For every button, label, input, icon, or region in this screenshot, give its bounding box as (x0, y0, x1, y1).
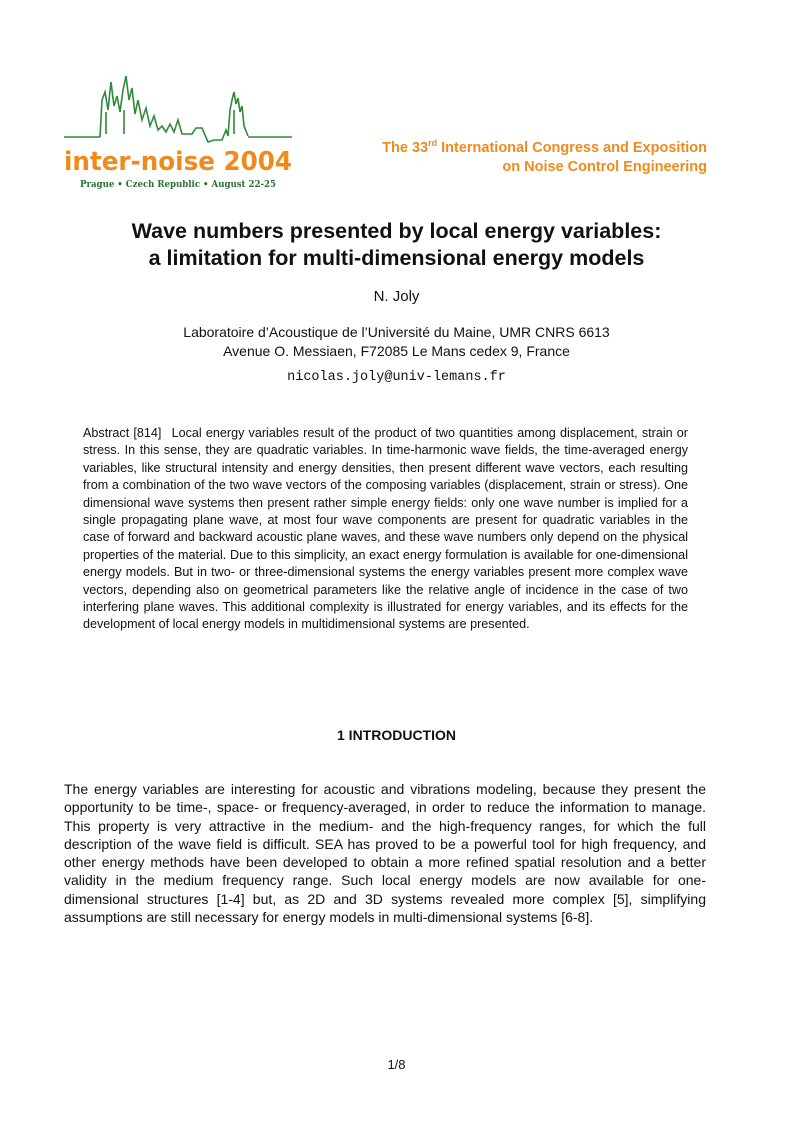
author-name: N. Joly (373, 288, 420, 305)
affiliation (0, 323, 793, 361)
abstract-label: Abstract [814] (83, 426, 162, 440)
congress-line-1 (382, 139, 707, 158)
affiliation-line-2: Avenue O. Messiaen, F72085 Le Mans cedex 9, France (223, 343, 570, 359)
congress-header (382, 139, 707, 177)
paper-title-line-2: a limitation for multi-dimensional energy models (148, 246, 645, 270)
prague-skyline-graphic (64, 76, 292, 142)
paper-title-line-1: Wave numbers presented by local energy variables: (131, 219, 662, 243)
author-email: nicolas.joly@univ-lemans.fr (287, 370, 506, 385)
congress-ordinal: rd (428, 138, 438, 148)
section-heading-introduction: 1 INTRODUCTION (337, 727, 456, 743)
introduction-paragraph: The energy variables are interesting for acoustic and vibrations modeling, because they present the opportunity to be time-, space- or frequency-averaged, in order to reduce the information to manage. This property is very attractive in the medium- and the high-frequency ranges, for which the full description of the wave field is difficult. SEA has proved to be a powerful tool for high frequency, and other energy methods have been developed to obtain a more refined spatial resolution and a better validity in the medium frequency range. Such local energy models are now available for one-dimensional structures [1-4] but, as 2D and 3D systems revealed more complex [5], simplifying assumptions are still necessary for energy models in multi-dimensional systems [6-8]. (64, 781, 706, 926)
paper-title (0, 218, 793, 272)
logo-tagline: Prague • Czech Republic • August 22-25 (80, 180, 276, 190)
congress-line-2: on Noise Control Engineering (502, 159, 707, 175)
congress-number: The 33 (382, 140, 429, 156)
affiliation-line-1: Laboratoire d’Acoustique de l’Université du Maine, UMR CNRS 6613 (183, 324, 610, 340)
inter-noise-2004-logo (62, 70, 294, 192)
abstract (83, 425, 688, 634)
abstract-text: Local energy variables result of the product of two quantities among displacement, strain or stress. In this sense, they are quadratic variables. In time-harmonic wave fields, the time-averaged energy variables, like structural intensity and energy densities, then present different wave vectors, each resulting from a combination of the two wave vectors of the composing variables (displacement, strain or stress). One dimensional wave systems then present rather simple energy fields: only one wave number is implied for a single propagating plane wave, at most four wave components are present for quadratic variables in the case of forward and backward acoustic plane waves, and these wave numbers only depend on the physical properties of the material. Due to this simplicity, an exact energy formulation is available for one-dimensional energy models. But in two- or three-dimensional systems the energy variables present more complex wave vectors, depending also on geometrical parameters like the relative angle of incidence in the case of two interfering plane waves. This additional complexity is illustrated for energy variables, and its effects for the development of local energy models in multidimensional systems are presented. (83, 426, 689, 632)
congress-name: International Congress and Exposition (437, 140, 707, 156)
logo-wordmark: inter-noise 2004 (64, 147, 292, 177)
page-number: 1/8 (387, 1057, 406, 1072)
